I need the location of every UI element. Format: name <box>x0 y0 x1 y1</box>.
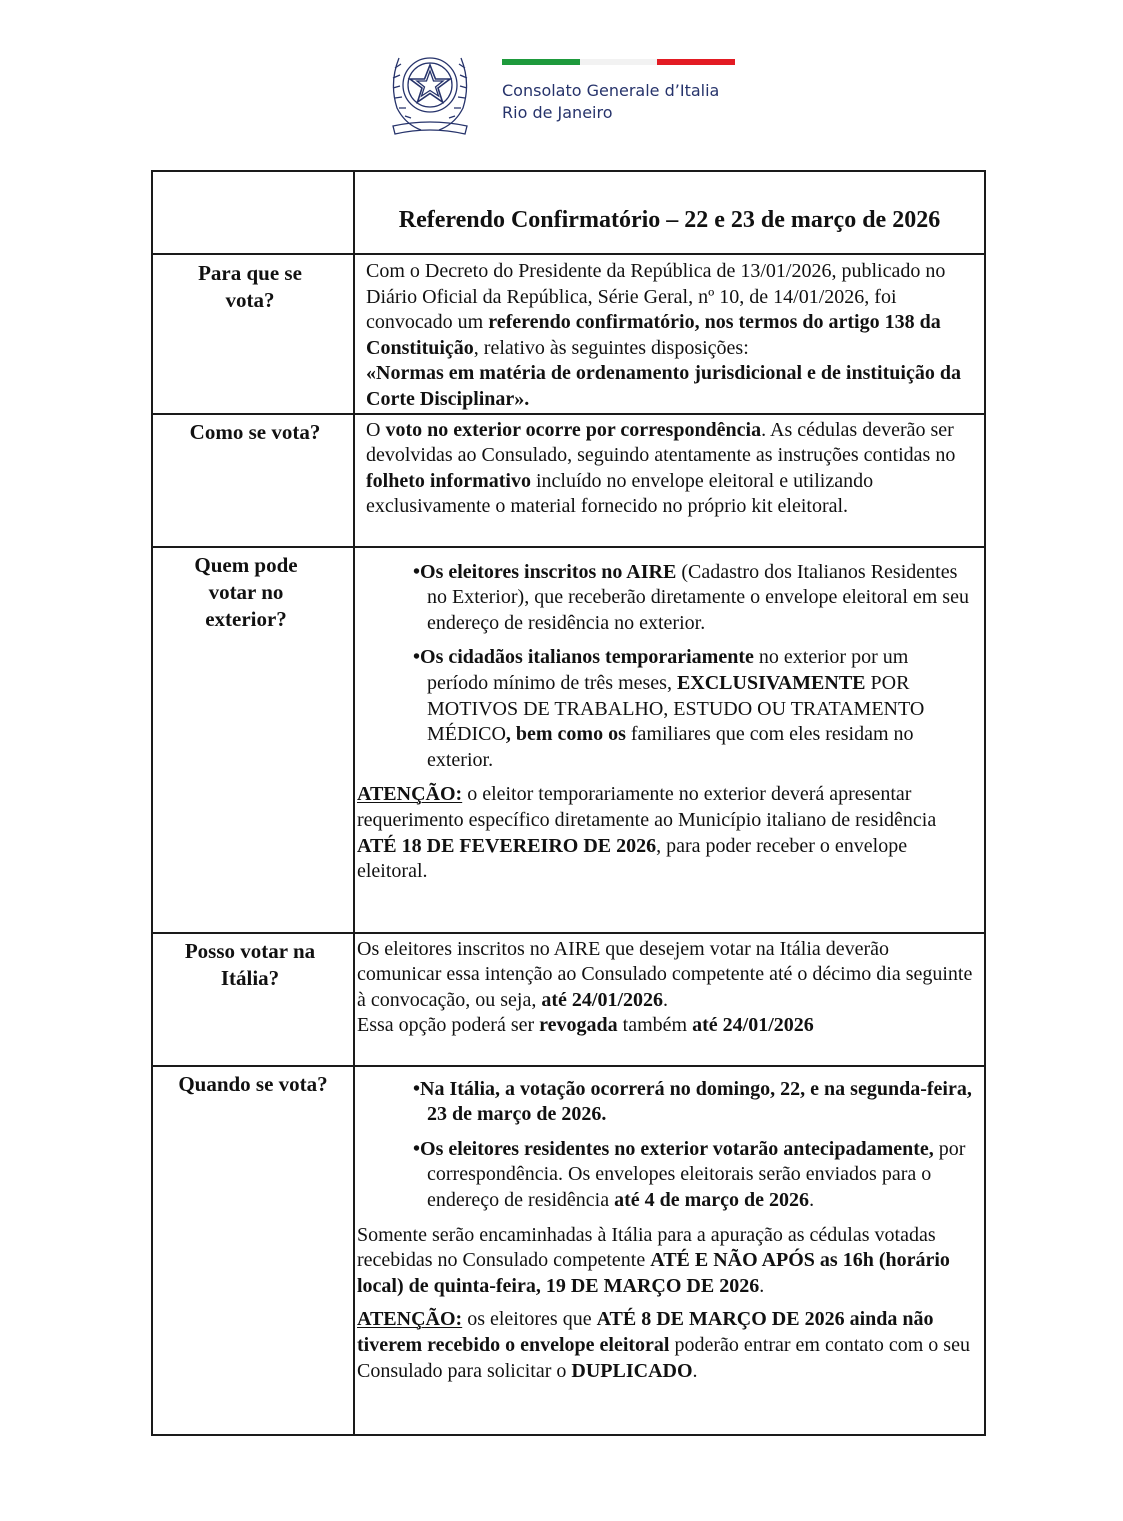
text-bold: Na Itália, a votação ocorrerá no domingo, 22, e na segunda-feira, 23 de março de 2026. <box>420 1077 972 1126</box>
text-bold: referendo confirmatório <box>488 311 695 334</box>
text-bold: revogada <box>539 1014 618 1037</box>
text: poderão entrar em contato com o seu Consulado para solicitar o <box>357 1333 970 1382</box>
text: . <box>663 988 669 1011</box>
text: incluído no envelope eleitoral e utilizando exclusivamente o material fornecido no próprio kit eleitoral. <box>366 469 874 518</box>
text: (Cadastro dos Italianos Residentes no Exterior), que receberão diretamente o envelope eleitoral em seu endereço de residência no exterior. <box>427 560 969 634</box>
text: . <box>692 1359 698 1382</box>
text-bold: Os eleitores inscritos no AIRE <box>420 560 677 583</box>
text-bold: «Normas em matéria de ordenamento jurisdicional e de instituição da Corte Disciplinar». <box>366 362 961 410</box>
text: , relativo às seguintes disposições: <box>473 336 749 359</box>
table-row <box>152 254 985 414</box>
text-bold: voto no exterior ocorre por correspondência <box>385 418 762 441</box>
bullet-item <box>357 560 972 637</box>
question-label: Posso votar na Itália? <box>184 938 316 990</box>
flag-green <box>502 59 580 65</box>
title-cell <box>354 171 985 254</box>
text: . <box>809 1188 815 1211</box>
text: , para poder receber o envelope eleitoral. <box>357 834 908 883</box>
bullet-item <box>357 645 972 773</box>
answer-cell <box>354 933 985 1066</box>
question-cell <box>152 547 354 933</box>
answer-text <box>355 934 984 1039</box>
attention-label: ATENÇÃO: <box>357 1308 463 1331</box>
text-bold: até 24/01/2026 <box>541 988 664 1011</box>
answer-text <box>355 415 984 520</box>
consulate-name <box>502 80 719 124</box>
question-label: Para que se vota? <box>198 261 302 312</box>
answer-cell <box>354 1066 985 1435</box>
attention-note <box>357 782 972 884</box>
document-title: Referendo Confirmatório – 22 e 23 de março de 2026 <box>398 207 941 233</box>
italian-flag-stripe <box>502 59 735 65</box>
answer-text <box>355 548 984 885</box>
bullet-item <box>357 1077 972 1128</box>
text: O <box>366 418 386 441</box>
page-header <box>0 0 1123 150</box>
bullet-item <box>357 1137 972 1214</box>
text-bold: EXCLUSIVAMENTE <box>676 671 866 694</box>
text: , <box>694 311 705 334</box>
text: Com o Decreto do Presidente da República de 13/01/2026, publicado no Diário Oficial da República, Série Geral, nº 10, de 14/01/2026, foi convocado um <box>366 260 946 334</box>
answer-cell <box>354 547 985 933</box>
answer-cell <box>354 254 985 414</box>
text-bold: até 24/01/2026 <box>692 1014 814 1037</box>
text-bold: até 4 de março de 2026 <box>614 1188 810 1211</box>
text-bold: folheto informativo <box>366 469 531 492</box>
text: . <box>759 1274 765 1297</box>
text-bold: Os eleitores residentes no exterior votarão antecipadamente, <box>420 1137 934 1160</box>
text-bold: ATÉ 18 DE FEVEREIRO DE 2026 <box>357 834 657 857</box>
deadline-paragraph <box>357 1223 972 1300</box>
text: no exterior por um período mínimo de três meses, <box>427 646 909 694</box>
text: familiares que com eles residam no exterior. <box>427 723 914 771</box>
consulate-line1: Consolato Generale d’Italia <box>502 81 720 100</box>
table-row <box>152 547 985 933</box>
question-label: Como se vota? <box>189 419 321 444</box>
text: Essa opção poderá ser <box>357 1014 540 1037</box>
consulate-line2: Rio de Janeiro <box>502 103 613 122</box>
attention-note <box>357 1307 972 1384</box>
text-bold: nos termos do artigo 138 da Constituição <box>366 311 941 359</box>
flag-red <box>657 59 735 65</box>
answer-text <box>355 255 984 413</box>
italian-republic-emblem-icon <box>385 38 475 142</box>
flag-white <box>580 59 658 65</box>
text-bold: ATÉ 8 DE MARÇO DE 2026 ainda não tiverem recebido o envelope eleitoral <box>357 1308 934 1356</box>
question-cell <box>152 414 354 547</box>
question-cell <box>152 1066 354 1435</box>
text-bold: , bem como os <box>505 723 626 746</box>
question-label: Quem pode votar no exterior? <box>194 552 298 631</box>
question-cell <box>152 933 354 1066</box>
text-bold: Os cidadãos italianos temporariamente <box>420 646 754 669</box>
title-row <box>152 171 985 254</box>
text: também <box>617 1014 693 1037</box>
table-row <box>152 1066 985 1435</box>
text: os eleitores que <box>462 1308 597 1331</box>
empty-cell <box>152 171 354 254</box>
question-label: Quando se vota? <box>178 1071 328 1096</box>
text: o eleitor temporariamente no exterior deverá apresentar requerimento específico diretamente ao Município italiano de residência <box>357 783 937 831</box>
answer-text <box>355 1067 984 1385</box>
table-row <box>152 933 985 1066</box>
text: Os eleitores inscritos no AIRE que desejem votar na Itália deverão comunicar essa intenção ao Consulado competente até o décimo dia seguinte à convocação, ou seja, <box>357 937 973 1011</box>
text-bold: DUPLICADO <box>571 1359 693 1382</box>
answer-cell <box>354 414 985 547</box>
question-cell <box>152 254 354 414</box>
attention-label: ATENÇÃO: <box>357 783 463 806</box>
text: Somente serão encaminhadas à Itália para a apuração as cédulas votadas recebidas no Consulado competente <box>357 1223 936 1272</box>
text: por correspondência. Os envelopes eleitorais serão enviados para o endereço de residência <box>427 1137 966 1211</box>
text: . As cédulas deverão ser devolvidas ao Consulado, seguindo atentamente as instruções contidas no <box>366 418 956 467</box>
table-row <box>152 414 985 547</box>
text: POR MOTIVOS DE TRABALHO, ESTUDO OU TRATAMENTO MÉDICO <box>427 671 925 746</box>
text-bold: ATÉ E NÃO APÓS as 16h (horário local) de quinta-feira, 19 DE MARÇO DE 2026 <box>357 1249 950 1297</box>
info-table <box>151 170 986 1436</box>
